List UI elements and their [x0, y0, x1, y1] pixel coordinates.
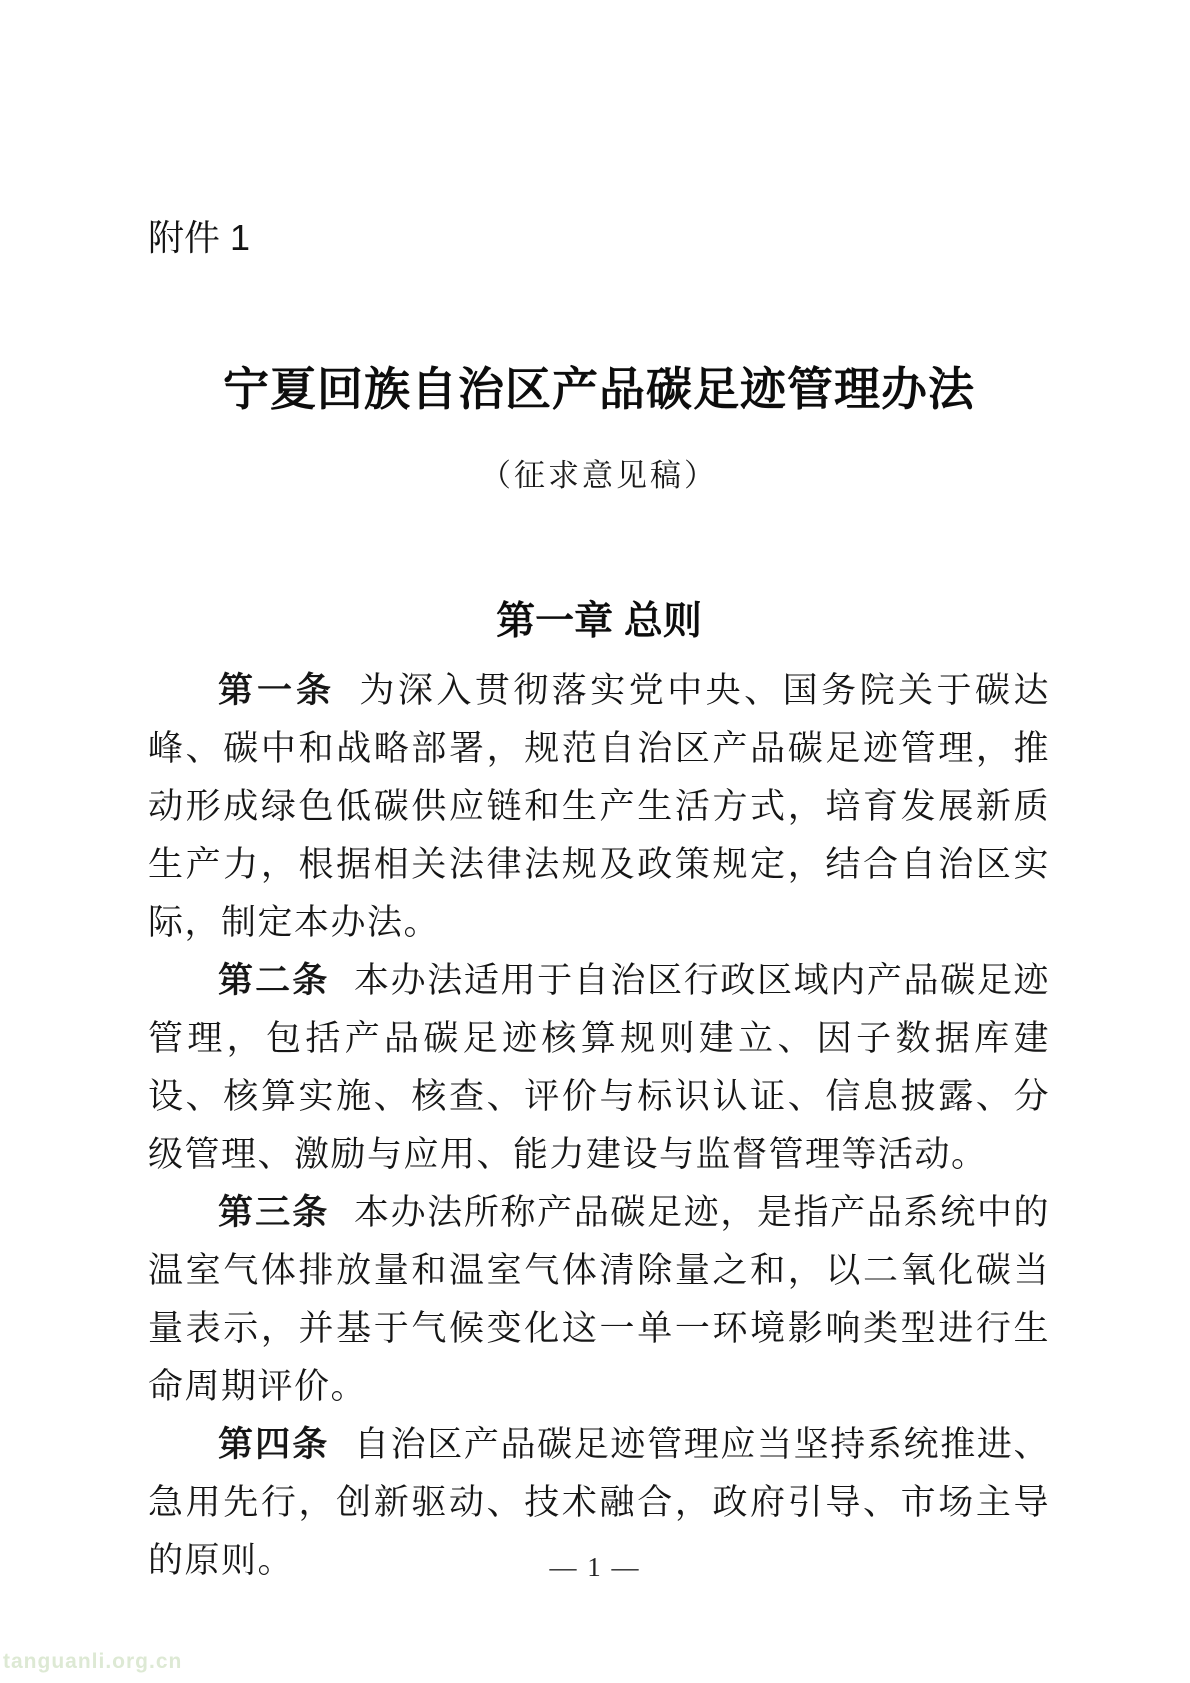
body-text [148, 662, 1050, 1590]
article-paragraph-2 [148, 952, 1050, 1184]
watermark: tanguanli.org.cn [3, 1650, 183, 1673]
article-text-3: 本办法所称产品碳足迹，是指产品系统中的温室气体排放量和温室气体清除量之和，以二氧化碳当量表示，并基于气候变化这一单一环境影响类型进行生命周期评价。 [148, 1193, 1050, 1406]
document-title: 宁夏回族自治区产品碳足迹管理办法 [223, 363, 975, 415]
page-number: — 1 — [549, 1552, 641, 1582]
article-paragraph-1 [148, 662, 1050, 952]
article-number-1: 第一条 [218, 671, 335, 710]
article-number-2: 第二条 [218, 961, 330, 1000]
article-paragraph-3 [148, 1184, 1050, 1416]
article-number-4: 第四条 [218, 1425, 330, 1464]
document-subtitle: （征求意见稿） [480, 458, 718, 493]
article-text-2: 本办法适用于自治区行政区域内产品碳足迹管理，包括产品碳足迹核算规则建立、因子数据库建设、核算实施、核查、评价与标识认证、信息披露、分级管理、激励与应用、能力建设与监督管理等活动。 [148, 961, 1050, 1174]
chapter-heading: 第一章 总则 [496, 600, 702, 644]
article-text-1: 为深入贯彻落实党中央、国务院关于碳达峰、碳中和战略部署，规范自治区产品碳足迹管理，推动形成绿色低碳供应链和生产生活方式，培育发展新质生产力，根据相关法律法规及政策规定，结合自治区实际，制定本办法。 [148, 671, 1050, 942]
article-text-4: 自治区产品碳足迹管理应当坚持系统推进、急用先行，创新驱动、技术融合，政府引导、市场主导的原则。 [148, 1425, 1050, 1580]
article-number-3: 第三条 [218, 1193, 330, 1232]
attachment-label: 附件 1 [148, 217, 251, 258]
